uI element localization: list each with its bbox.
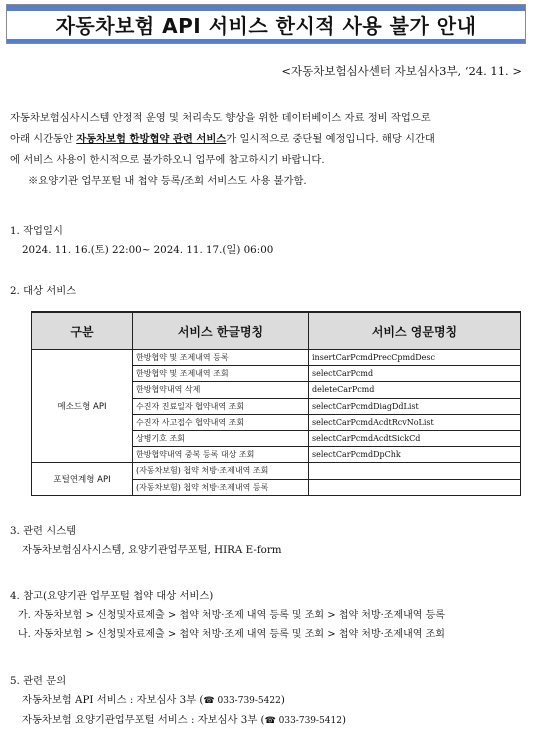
contact-item xyxy=(10,691,346,711)
section-schedule xyxy=(10,222,273,260)
table-header: 서비스 영문명칭 xyxy=(309,312,521,350)
reference-item: 나. 자동차보험 > 신청및자료제출 > 첩약 처방·조제 내역 등록 및 조회 > 첩약 처방·조제내역 조회 xyxy=(18,629,445,640)
section-heading: 3. 관련 시스템 xyxy=(10,525,77,537)
highlighted-service: 자동차보험 한방협약 관련 서비스 xyxy=(76,133,227,145)
service-name-ko: 한방협약 및 조제내역 등록 xyxy=(133,350,309,366)
service-name-ko: 상병기호 조회 xyxy=(133,430,309,446)
schedule-text: 2024. 11. 16.(토) 22:00~ 2024. 11. 17.(일) 06:00 xyxy=(22,244,274,256)
table-header: 구분 xyxy=(32,312,133,350)
service-name-en: selectCarPcmdAcdtRcvNoList xyxy=(309,414,521,430)
contact-item xyxy=(10,711,346,731)
service-name-en: selectCarPcmdAcdtSickCd xyxy=(309,430,521,446)
service-table xyxy=(31,311,521,496)
table-row xyxy=(32,463,521,479)
group-cell: 포털연계형 API xyxy=(32,463,133,495)
service-name-en: deleteCarPcmd xyxy=(309,382,521,398)
service-name-en xyxy=(309,463,521,479)
service-name-ko: 한방협약내역 중복 등록 대상 조회 xyxy=(133,447,309,463)
intro-paragraph xyxy=(10,108,526,192)
phone-number: ☎ 033-739-5412 xyxy=(264,716,342,726)
service-name-en: selectCarPcmd xyxy=(309,366,521,382)
service-name-en xyxy=(309,479,521,495)
intro-note: ※요양기관 업무포털 내 첩약 등록/조회 서비스도 사용 불가함. xyxy=(28,175,307,187)
contact-label: 자동차보험 API 서비스 : 자보심사 3부 ( xyxy=(22,694,204,706)
phone-number: ☎ 033-739-5422 xyxy=(203,696,281,706)
intro-line: 자동차보험심사시스템 안정적 운영 및 처리속도 향상을 위한 데이터베이스 자료 정비 작업으로 xyxy=(10,112,431,124)
page-title: 자동차보험 API 서비스 한시적 사용 불가 안내 xyxy=(55,13,477,38)
title-banner xyxy=(6,4,526,44)
service-name-en: insertCarPcmdPrecCpmdDesc xyxy=(309,350,521,366)
systems-text: 자동차보험심사시스템, 요양기관업무포털, HIRA E-form xyxy=(22,544,282,556)
source-line: <자동차보험심사센터 자보심사3부, ‘24. 11. > xyxy=(281,64,522,78)
section-heading: 4. 참고(요양기관 업무포털 첩약 대상 서비스) xyxy=(10,590,214,602)
section-target-services xyxy=(10,282,76,301)
service-name-ko: (자동차보험) 첩약 처방·조제내역 조회 xyxy=(133,463,309,479)
section-heading: 2. 대상 서비스 xyxy=(10,285,77,297)
intro-line: 에 서비스 사용이 한시적으로 불가하오니 업무에 참고하시기 바랍니다. xyxy=(10,154,325,166)
reference-item: 가. 자동차보험 > 신청및자료제출 > 첩약 처방·조제 내역 등록 및 조회 > 첩약 처방·조제내역 등록 xyxy=(18,610,445,621)
section-contact xyxy=(10,672,346,731)
service-name-ko: (자동차보험) 첩약 처방·조제내역 등록 xyxy=(133,479,309,495)
intro-text: 가 일시적으로 중단될 예정입니다. 해당 시간대 xyxy=(226,133,435,145)
table-header-row xyxy=(32,312,521,350)
service-name-ko: 수진자 사고접수 협약내역 조회 xyxy=(133,414,309,430)
contact-end: ) xyxy=(280,694,285,706)
section-related-systems xyxy=(10,522,282,560)
section-heading: 5. 관련 문의 xyxy=(10,675,67,687)
intro-text: 아래 시간동안 xyxy=(10,133,77,145)
table-row xyxy=(32,350,521,366)
table-header: 서비스 한글명칭 xyxy=(133,312,309,350)
service-name-ko: 한방협약내역 삭제 xyxy=(133,382,309,398)
service-name-ko: 수진자 진료일자 협약내역 조회 xyxy=(133,398,309,414)
service-name-en: selectCarPcmdDpChk xyxy=(309,447,521,463)
service-name-en: selectCarPcmdDiagDdList xyxy=(309,398,521,414)
intro-line xyxy=(10,129,526,150)
section-heading: 1. 작업일시 xyxy=(10,225,63,237)
contact-label: 자동차보험 요양기관업무포털 서비스 : 자보심사 3부 ( xyxy=(22,714,265,726)
contact-end: ) xyxy=(341,714,347,726)
section-reference xyxy=(10,587,530,644)
group-cell: 메소드형 API xyxy=(32,350,133,463)
service-name-ko: 한방협약 및 조제내역 조회 xyxy=(133,366,309,382)
